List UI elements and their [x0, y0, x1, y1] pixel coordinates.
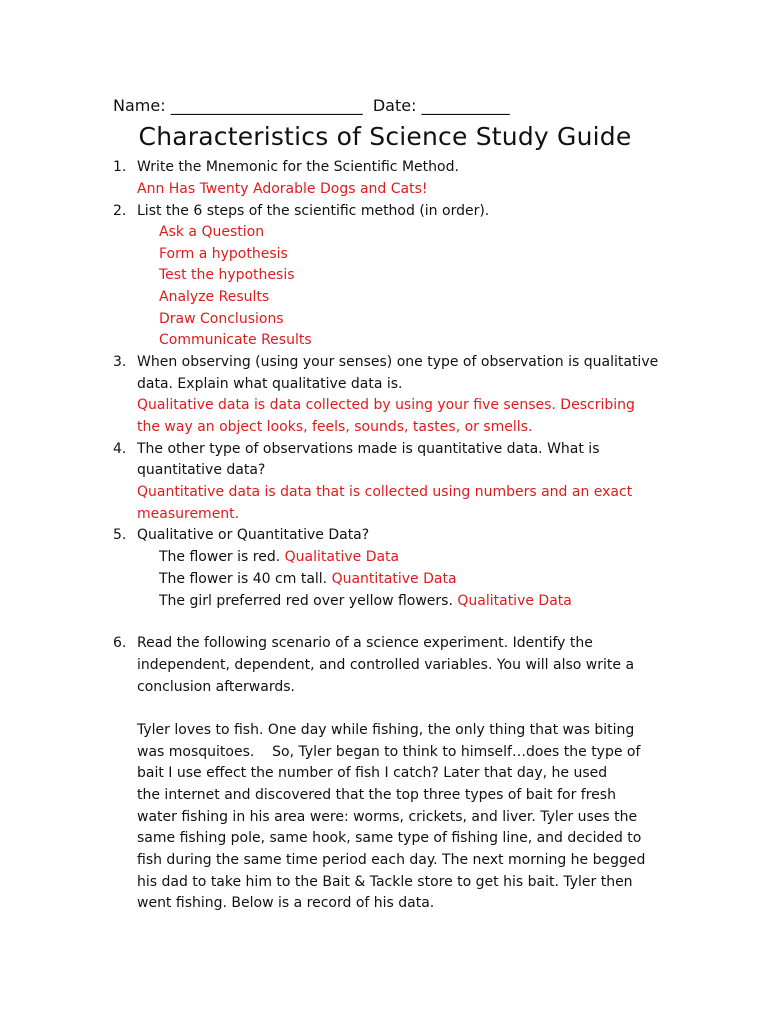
name-blank[interactable]: ________________________ — [170, 96, 363, 115]
q5-answer: Qualitative Data — [457, 593, 572, 609]
date-label: Date: — [372, 96, 417, 115]
q5-question: Qualitative or Quantitative Data? — [137, 527, 370, 543]
q4-answer-line: measurement. — [137, 506, 240, 522]
name-label: Name: — [113, 96, 166, 115]
page-title: Characteristics of Science Study Guide — [138, 122, 632, 151]
scenario-line: his dad to take him to the Bait & Tackle store to get his bait. Tyler then — [137, 874, 633, 890]
q1-number: 1. — [113, 159, 127, 175]
q2-step: Analyze Results — [159, 289, 270, 305]
q5-statement: The flower is red. — [159, 549, 281, 565]
scenario-line: water fishing in his area were: worms, crickets, and liver. Tyler uses the — [137, 809, 638, 825]
q6-question-line: conclusion afterwards. — [137, 679, 295, 695]
scenario-line: Tyler loves to fish. One day while fishing, the only thing that was biting — [137, 722, 635, 738]
q4-question-line: The other type of observations made is quantitative data. What is — [137, 441, 600, 457]
q1-answer: Ann Has Twenty Adorable Dogs and Cats! — [137, 181, 428, 197]
q3-question-line: When observing (using your senses) one type of observation is qualitative — [137, 354, 659, 370]
q2-step: Ask a Question — [159, 224, 265, 240]
scenario-line: same fishing pole, same hook, same type of fishing line, and decided to — [137, 830, 642, 846]
q4-question-line: quantitative data? — [137, 462, 266, 478]
q3-answer-line: the way an object looks, feels, sounds, tastes, or smells. — [137, 419, 533, 435]
q5-answer: Qualitative Data — [284, 549, 400, 565]
scenario-line: went fishing. Below is a record of his data. — [137, 895, 435, 911]
q3-answer-line: Qualitative data is data collected by using your five senses. Describing — [137, 397, 635, 413]
q6-question-line: independent, dependent, and controlled variables. You will also write a — [137, 657, 635, 673]
q5-answer: Quantitative Data — [331, 571, 457, 587]
q4-number: 4. — [113, 441, 127, 457]
q1-question: Write the Mnemonic for the Scientific Method. — [137, 159, 459, 175]
q5-statement: The girl preferred red over yellow flowers. — [159, 593, 453, 609]
q5-number: 5. — [113, 527, 127, 543]
q5-item — [159, 592, 572, 610]
q3-number: 3. — [113, 354, 127, 370]
scenario-line: fish during the same time period each day. The next morning he begged — [137, 852, 646, 868]
name-date-header — [113, 96, 510, 115]
scenario-line: was mosquitoes. So, Tyler began to think to himself…does the type of — [137, 744, 641, 760]
date-blank[interactable]: ___________ — [421, 96, 510, 115]
q2-step: Draw Conclusions — [159, 311, 284, 327]
q5-statement: The flower is 40 cm tall. — [159, 571, 328, 587]
q4-answer-line: Quantitative data is data that is collected using numbers and an exact — [137, 484, 633, 500]
scenario-line: bait I use effect the number of fish I catch? Later that day, he used — [137, 765, 608, 781]
q6-number: 6. — [113, 635, 127, 651]
q3-question-line: data. Explain what qualitative data is. — [137, 376, 403, 392]
q2-step: Test the hypothesis — [159, 267, 295, 283]
q2-step: Form a hypothesis — [159, 246, 288, 262]
scenario-line: the internet and discovered that the top three types of bait for fresh — [137, 787, 616, 803]
q2-step: Communicate Results — [159, 332, 312, 348]
q2-question: List the 6 steps of the scientific method (in order). — [137, 203, 490, 219]
q6-question-line: Read the following scenario of a science experiment. Identify the — [137, 635, 593, 651]
q5-item — [159, 570, 457, 588]
q5-item — [159, 548, 399, 566]
q2-number: 2. — [113, 203, 127, 219]
